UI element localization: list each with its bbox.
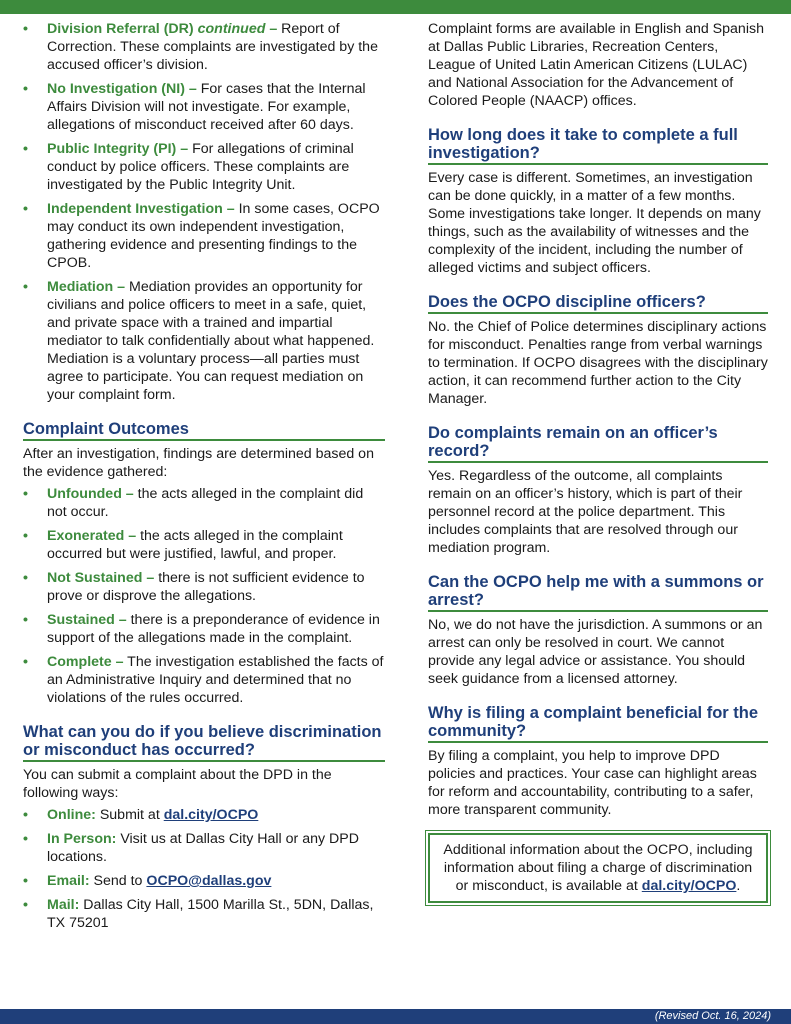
list-item: • Division Referral (DR) continued – Report of Correction. These complaints are investigated by the accused officer’s division. [23,21,378,73]
ways-intro: You can submit a complaint about the DPD in the following ways: [23,767,332,801]
investigation-types-list [23,20,385,404]
bullet-icon: • [23,897,28,913]
faq-answer: No. the Chief of Police determines disciplinary actions for misconduct. Penalties range from verbal warnings to termination. If OCPO disagrees with the disciplinary action, it can recommend further action to the City Manager. [428,319,768,407]
bullet-icon: • [23,807,28,823]
bullet-icon: • [23,81,28,97]
faq-question: Why is filing a complaint beneficial for the community? [428,704,768,743]
online-link[interactable]: dal.city/OCPO [163,807,259,823]
revised-date: (Revised Oct. 16, 2024) [654,1010,771,1022]
list-item: • Not Sustained – there is not sufficient evidence to prove or disprove the allegations. [23,570,365,604]
top-accent-bar [0,0,791,14]
list-item: • Public Integrity (PI) – For allegations of criminal conduct by police officers. These complaints are investigated by the Public Integrity Unit. [23,141,354,193]
faq-answer: Yes. Regardless of the outcome, all complaints remain on an officer’s history, which is part of their personnel record at the police department. This includes complaints that are resolved through our mediation program. [428,468,743,556]
bullet-icon: • [23,570,28,586]
list-item: • No Investigation (NI) – For cases that the Internal Affairs Division will not investigate. For example, allegations of misconduct received after 60 days. [23,81,366,133]
info-box-text: Additional information about the OCPO, including information about filing a charge of discrimination or misconduct, is available at [443,842,753,894]
bullet-icon: • [23,528,28,544]
faq-answer: By filing a complaint, you help to improve DPD policies and practices. Your case can highlight areas for reform and accountability, contributing to a safer, more transparent community. [428,748,757,818]
bullet-icon: • [23,486,28,502]
list-item: • Email: Send to OCPO@dallas.gov [23,873,272,889]
bullet-icon: • [23,141,28,157]
complaint-outcomes-heading: Complaint Outcomes [23,420,385,441]
bullet-icon: • [23,201,28,217]
list-item: • Sustained – there is a preponderance of evidence in support of the allegations made in the complaint. [23,612,380,646]
left-column [23,20,385,938]
faq-answer: No, we do not have the jurisdiction. A summons or an arrest can only be resolved in court. We cannot provide any legal advice or assistance. You should seek guidance from a licensed attorney. [428,617,763,687]
info-box-link[interactable]: dal.city/OCPO [641,878,737,894]
list-item: • Mediation – Mediation provides an opportunity for civilians and police officers to meet in a safe, quiet, and private space with a trained and impartial mediator to talk confidentially about what happened. Mediation is a voluntary process—all parties must agree to participate. You can request mediation on your complaint form. [23,279,375,403]
faq-answer: Every case is different. Sometimes, an investigation can be done quickly, in a matter of a few months. Some investigations take longer. It depends on many things, such as the availability of witnesses and the complexity of the incident, including the number of alleged victims and subject officers. [428,170,761,276]
bullet-icon: • [23,654,28,670]
bullet-icon: • [23,873,28,889]
list-item: • Complete – The investigation established the facts of an Administrative Inquiry and determined that no violations of the rules occurred. [23,654,384,706]
bullet-icon: • [23,612,28,628]
list-item: • Unfounded – the acts alleged in the complaint did not occur. [23,486,364,520]
bullet-icon: • [23,21,28,37]
what-can-you-do-heading: What can you do if you believe discrimination or misconduct has occurred? [23,723,385,762]
list-item: • Independent Investigation – In some cases, OCPO may conduct its own independent investigation, gathering evidence and presenting findings to the CPOB. [23,201,380,271]
faq-question: Can the OCPO help me with a summons or arrest? [428,573,768,612]
list-item: • Exonerated – the acts alleged in the complaint occurred but were justified, lawful, and proper. [23,528,343,562]
faq-question: How long does it take to complete a full investigation? [428,126,768,165]
list-item: • In Person: Visit us at Dallas City Hall or any DPD locations. [23,831,359,865]
email-link[interactable]: OCPO@dallas.gov [146,873,272,889]
complaint-forms-text: Complaint forms are available in English and Spanish at Dallas Public Libraries, Recreation Centers, League of United Latin American Citizens (LULAC) and National Association for the Advancement of Colored People (NAACP) offices. [428,21,764,109]
right-column [428,20,768,903]
list-item: • Mail: Dallas City Hall, 1500 Marilla St., 5DN, Dallas, TX 75201 [23,897,374,931]
faq-question: Does the OCPO discipline officers? [428,293,768,314]
outcomes-intro: After an investigation, findings are determined based on the evidence gathered: [23,446,374,480]
list-item: • Online: Submit at dal.city/OCPO [23,807,259,823]
outcomes-list [23,485,385,707]
faq-question: Do complaints remain on an officer’s record? [428,424,768,463]
submission-ways-list [23,806,385,932]
additional-info-box: Additional information about the OCPO, including information about filing a charge of discrimination or misconduct, is available at dal.city/OCPO. [428,833,768,903]
bullet-icon: • [23,831,28,847]
bullet-icon: • [23,279,28,295]
